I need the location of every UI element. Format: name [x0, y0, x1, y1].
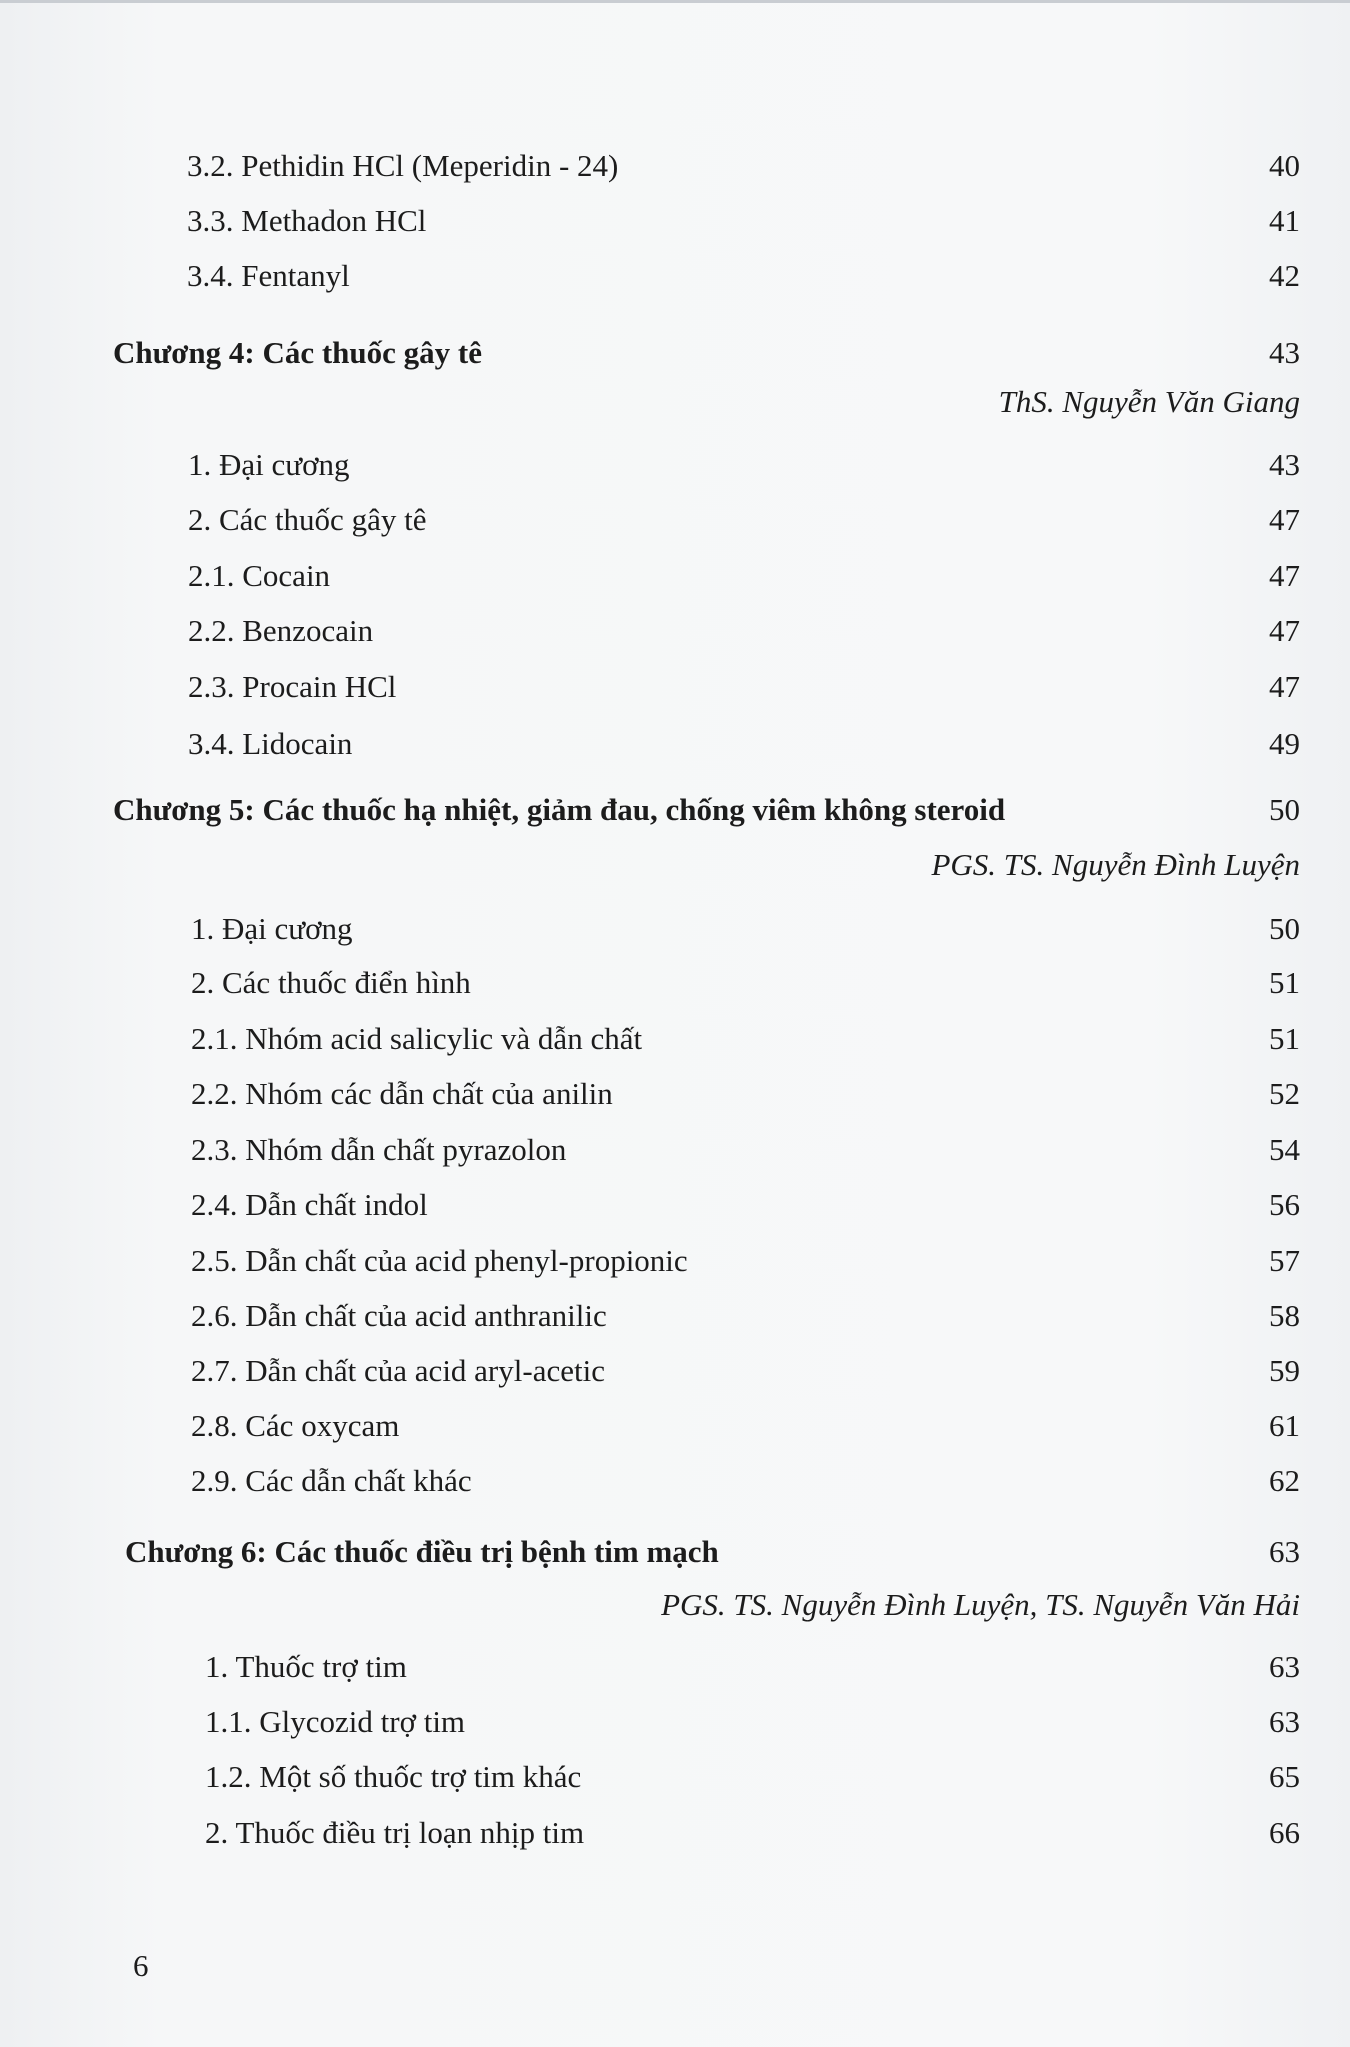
entry-page: 61	[1269, 1408, 1300, 1443]
toc-entry	[0, 556, 1350, 606]
toc-entry	[0, 1241, 1350, 1291]
entry-label: 2.4. Dẫn chất indol	[191, 1187, 428, 1222]
entry-label: 2.3. Procain HCl	[188, 669, 397, 704]
entry-page: 56	[1269, 1187, 1300, 1222]
entry-page: 40	[1269, 148, 1300, 183]
entry-label: 3.3. Methadon HCl	[187, 203, 427, 238]
toc-entry	[0, 963, 1350, 1013]
toc-entry	[0, 1296, 1350, 1346]
entry-page: 62	[1269, 1463, 1300, 1498]
entry-label: 3.2. Pethidin HCl (Meperidin - 24)	[187, 148, 619, 183]
chapter-title: Chương 5: Các thuốc hạ nhiệt, giảm đau, chống viêm không steroid	[113, 792, 1006, 827]
entry-label: 2.2. Benzocain	[188, 613, 374, 648]
entry-page: 51	[1269, 1021, 1300, 1056]
toc-entry	[0, 1130, 1350, 1180]
entry-page: 58	[1269, 1298, 1300, 1333]
entry-label: 2.5. Dẫn chất của acid phenyl-propionic	[191, 1243, 688, 1278]
toc-entry	[0, 1813, 1350, 1863]
toc-entry	[0, 1185, 1350, 1235]
entry-page: 63	[1269, 1649, 1300, 1684]
chapter-heading	[0, 1532, 1350, 1582]
entry-label: 2. Các thuốc điển hình	[191, 965, 471, 1000]
entry-label: 2. Thuốc điều trị loạn nhịp tim	[205, 1815, 585, 1850]
entry-label: 3.4. Lidocain	[188, 726, 353, 761]
entry-label: 3.4. Fentanyl	[187, 258, 350, 293]
toc-entry	[0, 1461, 1350, 1511]
entry-page: 54	[1269, 1132, 1300, 1167]
chapter-title: Chương 4: Các thuốc gây tê	[113, 335, 483, 370]
entry-page: 47	[1269, 669, 1300, 704]
toc-entry	[0, 667, 1350, 717]
entry-label: 1.1. Glycozid trợ tim	[205, 1704, 466, 1739]
chapter-title: Chương 6: Các thuốc điều trị bệnh tim mạch	[125, 1534, 719, 1569]
toc-entry	[0, 724, 1350, 774]
chapter-heading	[0, 790, 1350, 840]
entry-label: 2.1. Cocain	[188, 558, 331, 593]
entry-page: 50	[1269, 911, 1300, 946]
entry-page: 52	[1269, 1076, 1300, 1111]
entry-label: 2.2. Nhóm các dẫn chất của anilin	[191, 1076, 613, 1111]
entry-label: 2.9. Các dẫn chất khác	[191, 1463, 472, 1498]
chapter-page: 43	[1269, 335, 1300, 370]
entry-page: 66	[1269, 1815, 1300, 1850]
entry-page: 59	[1269, 1353, 1300, 1388]
toc-entry	[0, 256, 1350, 306]
chapter-page: 63	[1269, 1534, 1300, 1569]
entry-page: 49	[1269, 726, 1300, 761]
toc-entry	[0, 445, 1350, 495]
toc-entry	[0, 909, 1350, 959]
toc-entry	[0, 1019, 1350, 1069]
chapter-author: PGS. TS. Nguyễn Đình Luyện, TS. Nguyễn Văn Hải	[661, 1587, 1300, 1622]
toc-entry	[0, 1647, 1350, 1697]
entry-label: 1.2. Một số thuốc trợ tim khác	[205, 1759, 582, 1794]
chapter-heading	[0, 333, 1350, 383]
toc-entry	[0, 500, 1350, 550]
entry-label: 2.8. Các oxycam	[191, 1408, 400, 1443]
toc-entry	[0, 1406, 1350, 1456]
entry-label: 1. Đại cương	[188, 447, 350, 482]
toc-entry	[0, 1757, 1350, 1807]
entry-page: 43	[1269, 447, 1300, 482]
entry-page: 47	[1269, 502, 1300, 537]
entry-page: 51	[1269, 965, 1300, 1000]
entry-label: 1. Đại cương	[191, 911, 353, 946]
toc-entry	[0, 1351, 1350, 1401]
chapter-author: PGS. TS. Nguyễn Đình Luyện	[931, 847, 1300, 882]
entry-page: 57	[1269, 1243, 1300, 1278]
toc-entry	[0, 146, 1350, 196]
chapter-author: ThS. Nguyễn Văn Giang	[998, 384, 1300, 419]
chapter-page: 50	[1269, 792, 1300, 827]
toc-entry	[0, 201, 1350, 251]
scan-edge	[0, 0, 1350, 3]
entry-page: 63	[1269, 1704, 1300, 1739]
page-number: 6	[133, 1948, 149, 1983]
entry-page: 65	[1269, 1759, 1300, 1794]
entry-label: 2. Các thuốc gây tê	[188, 502, 427, 537]
entry-label: 2.6. Dẫn chất của acid anthranilic	[191, 1298, 607, 1333]
entry-page: 47	[1269, 613, 1300, 648]
toc-entry	[0, 1702, 1350, 1752]
entry-page: 42	[1269, 258, 1300, 293]
entry-label: 2.1. Nhóm acid salicylic và dẫn chất	[191, 1021, 643, 1056]
entry-page: 41	[1269, 203, 1300, 238]
entry-label: 1. Thuốc trợ tim	[205, 1649, 407, 1684]
entry-label: 2.7. Dẫn chất của acid aryl-acetic	[191, 1353, 605, 1388]
toc-entry	[0, 1074, 1350, 1124]
entry-label: 2.3. Nhóm dẫn chất pyrazolon	[191, 1132, 567, 1167]
entry-page: 47	[1269, 558, 1300, 593]
toc-entry	[0, 611, 1350, 661]
